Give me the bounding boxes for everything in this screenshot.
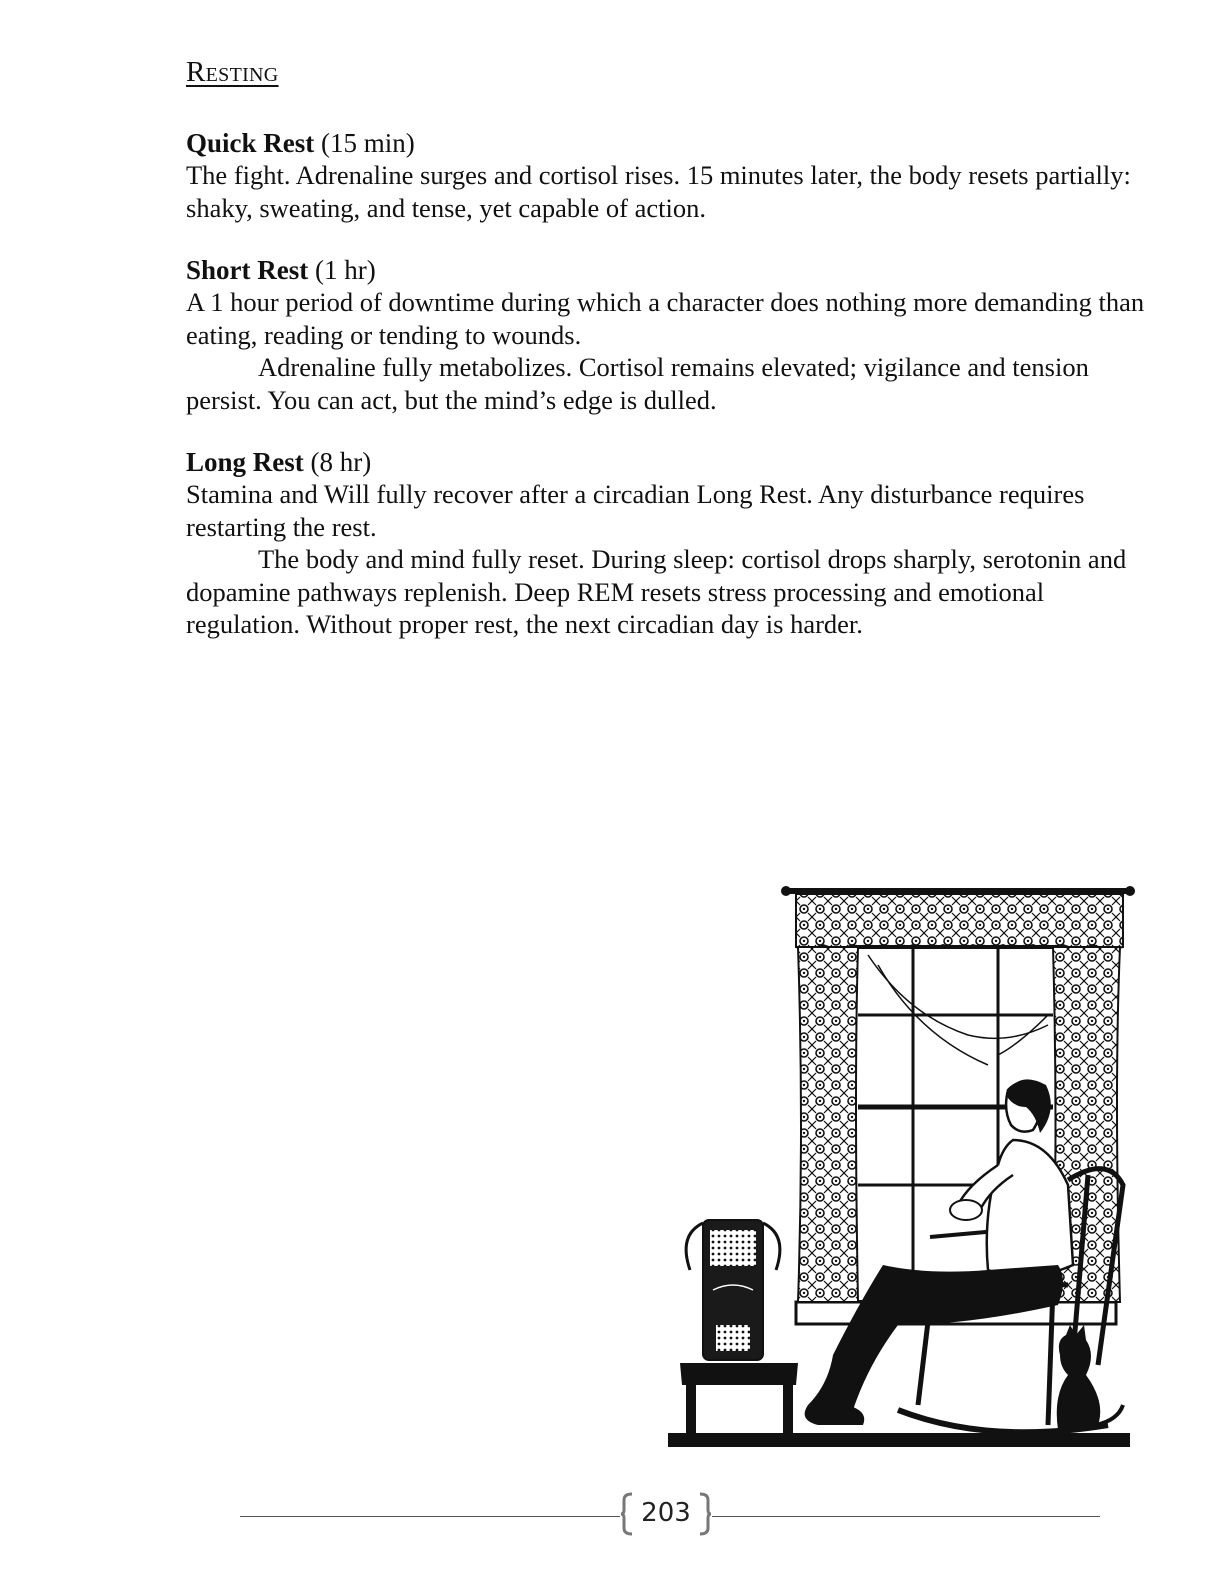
quick-rest-block	[186, 127, 1146, 224]
curtain-valance	[796, 894, 1123, 949]
long-rest-duration: (8 hr)	[310, 447, 372, 477]
section-heading: Resting	[186, 56, 279, 88]
footer-rule-right	[712, 1516, 1100, 1517]
long-rest-paragraph: The body and mind fully reset. During sleep: cortisol drops sharply, serotonin and dopamine pathways replenish. Deep REM resets stress processing and emotional regulation. Without proper rest, the next circadian day is harder.	[186, 544, 1127, 639]
cat	[1057, 1325, 1123, 1430]
short-rest-paragraph: Adrenaline fully metabolizes. Cortisol remains elevated; vigilance and tension persist. You can act, but the mind’s edge is dulled.	[186, 352, 1089, 415]
short-rest-title	[186, 254, 1146, 286]
short-rest-block	[186, 254, 1146, 416]
quick-rest-title	[186, 127, 1146, 159]
quick-rest-paragraph: The fight. Adrenaline surges and cortisol rises. 15 minutes later, the body resets partially: shaky, sweating, and tense, yet capable of action.	[186, 160, 1131, 223]
quick-rest-name: Quick Rest	[186, 128, 315, 158]
right-bracket-icon	[696, 1492, 712, 1536]
short-rest-name: Short Rest	[186, 255, 309, 285]
left-curtain	[798, 947, 858, 1302]
short-rest-paragraph: A 1 hour period of downtime during which a character does nothing more demanding than eating, reading or tending to wounds.	[186, 287, 1145, 350]
long-rest-paragraph: Stamina and Will fully recover after a circadian Long Rest. Any disturbance requires restarting the rest.	[186, 479, 1085, 542]
floor	[668, 1433, 1130, 1447]
page-text	[186, 56, 1146, 671]
long-rest-title	[186, 446, 1146, 478]
footer-rule-left	[240, 1516, 620, 1517]
short-rest-duration: (1 hr)	[315, 255, 376, 285]
woman-sewing-illustration	[668, 885, 1136, 1455]
page-number: 203	[641, 1498, 691, 1528]
page-footer	[240, 1490, 1100, 1546]
long-rest-block	[186, 446, 1146, 641]
heater-stove	[680, 1220, 798, 1435]
long-rest-name: Long Rest	[186, 447, 304, 477]
quick-rest-duration: (15 min)	[321, 128, 415, 158]
